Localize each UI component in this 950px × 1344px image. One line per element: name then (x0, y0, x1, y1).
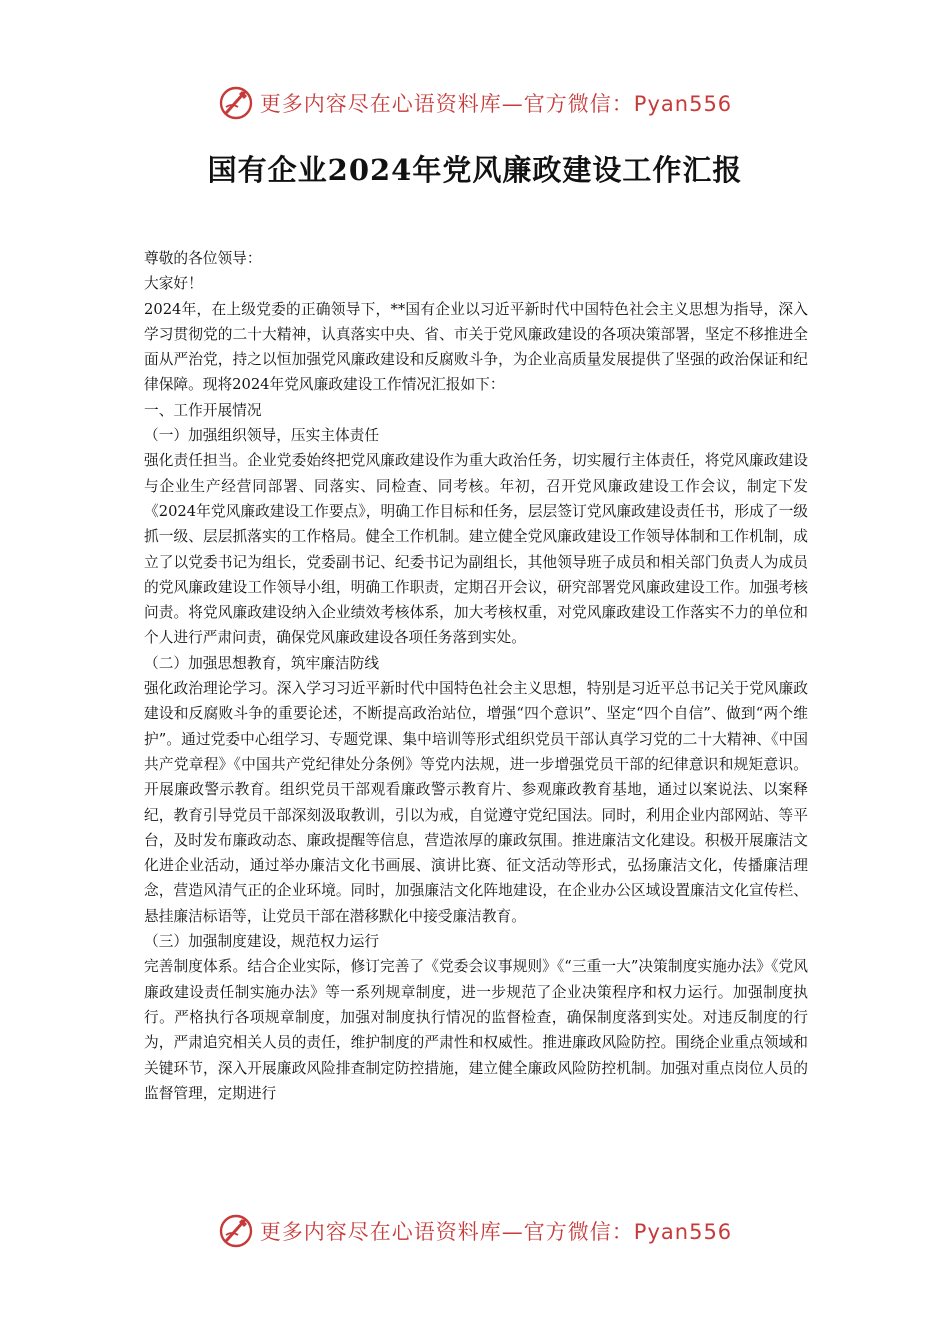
watermark-text: 更多内容尽在心语资料库—官方微信：Pyan556 (259, 92, 733, 116)
body-paragraph: 强化责任担当。企业党委始终把党风廉政建设作为重大政治任务，切实履行主体责任，将党风廉政建设与企业生产经营同部署、同落实、同检查、同考核。年初，召开党风廉政建设工作会议，制定下发《2024年党风廉政建设工作要点》，明确工作目标和任务，层层签订党风廉政建设责任书，形成了一级抓一级、层层抓落实的工作格局。健全工作机制。建立健全党风廉政建设工作领导体制和工作机制，成立了以党委书记为组长，党委副书记、纪委书记为副组长，其他领导班子成员和相关部门负责人为成员的党风廉政建设工作领导小组，明确工作职责，定期召开会议，研究部署党风廉政建设工作。加强考核问责。将党风廉政建设纳入企业绩效考核体系，加大考核权重，对党风廉政建设工作落实不力的单位和个人进行严肃问责，确保党风廉政建设各项任务落到实处。 (144, 452, 808, 647)
watermark-logo-icon (218, 85, 254, 121)
body-paragraph: 完善制度体系。结合企业实际，修订完善了《党委会议事规则》《“三重一大”决策制度实施办法》《党风廉政建设责任制实施办法》等一系列规章制度，进一步规范了企业决策程序和权力运行。加强制度执行。严格执行各项规章制度，加强对制度执行情况的监督检查，确保制度落到实处。对违反制度的行为，严肃追究相关人员的责任，维护制度的严肃性和权威性。推进廉政风险防控。围绕企业重点领域和关键环节，深入开展廉政风险排查制定防控措施，建立健全廉政风险防控机制。加强对重点岗位人员的监督管理，定期进行 (144, 958, 808, 1102)
document-title: 国有企业2024年党风廉政建设工作汇报 (207, 153, 743, 187)
watermark-banner-bottom (0, 1206, 950, 1256)
watermark-banner-top (0, 78, 950, 128)
document-body (144, 246, 808, 1106)
watermark-logo-icon (218, 1213, 254, 1249)
salutation: 尊敬的各位领导： (144, 250, 262, 267)
subsection-heading: （三）加强制度建设，规范权力运行 (144, 933, 380, 951)
greeting: 大家好！ (144, 275, 203, 293)
watermark-text: 更多内容尽在心语资料库—官方微信：Pyan556 (259, 1220, 733, 1244)
section-heading: 一、工作开展情况 (144, 401, 262, 419)
intro-paragraph: 2024年，在上级党委的正确领导下，**国有企业以习近平新时代中国特色社会主义思想为指导，深入学习贯彻党的二十大精神，认真落实中央、省、市关于党风廉政建设的各项决策部署，坚定不移推进全面从严治党，持之以恒加强党风廉政建设和反腐败斗争，为企业高质量发展提供了坚强的政治保证和纪律保障。现将2024年党风廉政建设工作情况汇报如下： (144, 300, 808, 394)
subsection-heading: （二）加强思想教育，筑牢廉洁防线 (144, 654, 380, 672)
subsection-heading: （一）加强组织领导，压实主体责任 (144, 427, 380, 445)
body-paragraph: 强化政治理论学习。深入学习习近平新时代中国特色社会主义思想，特别是习近平总书记关于党风廉政建设和反腐败斗争的重要论述，不断提高政治站位，增强“四个意识”、坚定“四个自信”、做到“两个维护”。通过党委中心组学习、专题党课、集中培训等形式组织党员干部认真学习党的二十大精神、《中国共产党章程》《中国共产党纪律处分条例》等党内法规，进一步增强党员干部的纪律意识和规矩意识。开展廉政警示教育。组织党员干部观看廉政警示教育片、参观廉政教育基地，通过以案说法、以案释纪，教育引导党员干部深刻汲取教训，引以为戒，自觉遵守党纪国法。同时，利用企业内部网站、等平台，及时发布廉政动态、廉政提醒等信息，营造浓厚的廉政氛围。推进廉洁文化建设。积极开展廉洁文化进企业活动，通过举办廉洁文化书画展、演讲比赛、征文活动等形式，弘扬廉洁文化，传播廉洁理念，营造风清气正的企业环境。同时，加强廉洁文化阵地建设，在企业办公区域设置廉洁文化宣传栏、悬挂廉洁标语等，让党员干部在潜移默化中接受廉洁教育。 (144, 680, 808, 925)
